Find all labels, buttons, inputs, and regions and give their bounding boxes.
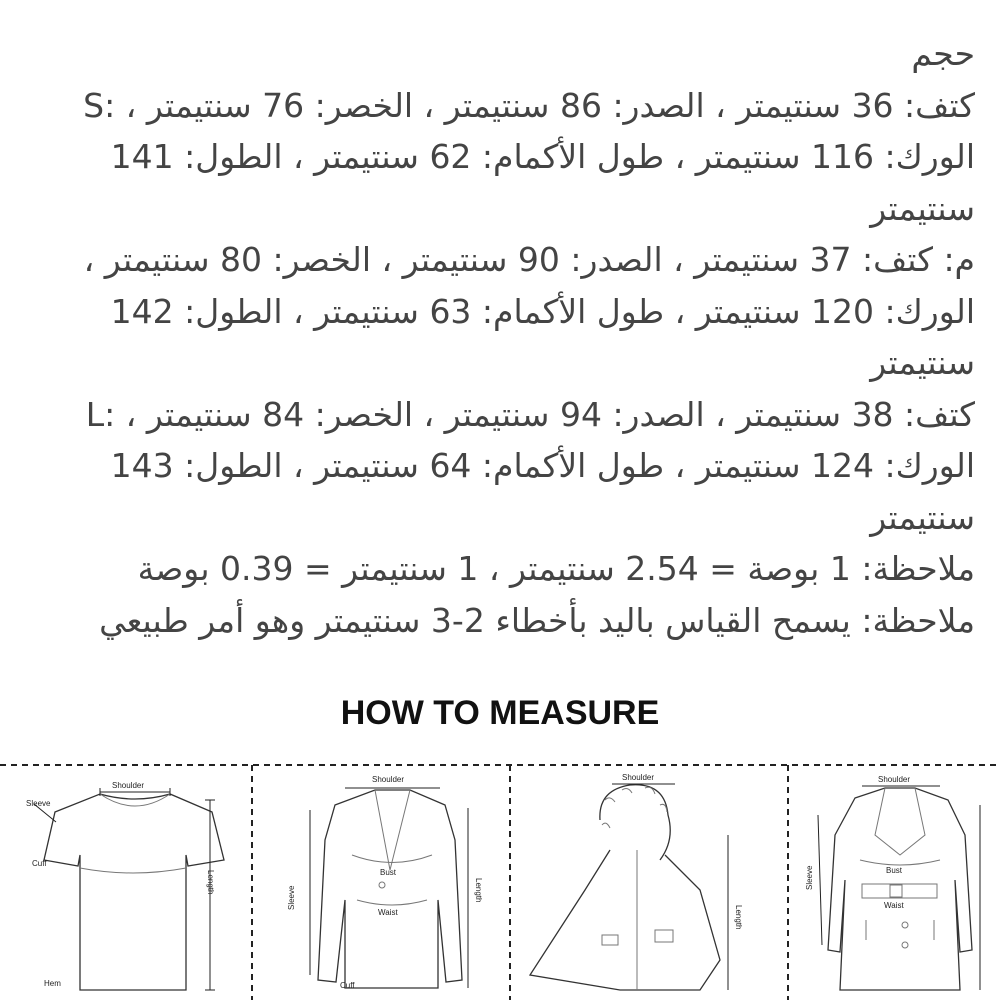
how-to-measure-heading: HOW TO MEASURE — [340, 694, 660, 732]
shoulder-label: Shoulder — [622, 773, 655, 782]
sleeve-measure-line — [818, 815, 822, 945]
size-line: الورك: 116 سنتيمتر ، طول الأكمام: 62 سنتيمتر ، الطول: 141 — [110, 137, 975, 176]
shoulder-label: Shoulder — [112, 781, 145, 790]
tshirt-sketch — [26, 781, 224, 990]
waist-label: Waist — [884, 901, 904, 910]
blazer-lapel — [375, 790, 410, 870]
note-line: ملاحظة: 1 بوصة = 2.54 سنتيمتر ، 1 سنتيمتر = 0.39 بوصة — [137, 549, 975, 588]
coat-bust-line — [860, 860, 940, 865]
tshirt-neckline — [100, 794, 170, 806]
fur-texture — [602, 787, 667, 828]
size-line: سنتيمتر — [870, 497, 975, 537]
hem-label: Hem — [44, 979, 61, 988]
fur-hood — [600, 785, 670, 860]
size-line: الورك: 120 سنتيمتر ، طول الأكمام: 63 سنتيمتر ، الطول: 142 — [110, 291, 975, 331]
bust-label: Bust — [886, 866, 903, 875]
long-coat-sketch — [805, 775, 980, 990]
blazer-button — [379, 882, 385, 888]
shoulder-label: Shoulder — [878, 775, 911, 784]
measure-diagram-svg — [0, 760, 1000, 1000]
size-line: كتف: 38 سنتيمتر ، الصدر: 94 سنتيمتر ، الخصر: 84 سنتيمتر ، :L — [85, 394, 975, 434]
belt-buckle — [890, 885, 902, 897]
cuff-label: Cuff — [340, 981, 355, 990]
size-line: سنتيمتر — [870, 188, 975, 228]
size-chart-text — [50, 28, 975, 646]
size-line: كتف: 36 سنتيمتر ، الصدر: 86 سنتيمتر ، الخصر: 76 سنتيمتر ، :S — [83, 85, 975, 125]
coat-outline — [828, 788, 972, 990]
size-line: الورك: 124 سنتيمتر ، طول الأكمام: 64 سنتيمتر ، الطول: 143 — [110, 446, 975, 485]
cape-pocket — [602, 935, 618, 945]
length-label: Length — [734, 905, 743, 930]
size-chart-title: حجم — [911, 34, 975, 73]
blazer-sketch — [287, 775, 483, 990]
measure-diagram — [0, 760, 1000, 1000]
size-line: م: كتف: 37 سنتيمتر ، الصدر: 90 سنتيمتر ، الخصر: 80 سنتيمتر ، — [83, 240, 975, 279]
tshirt-outline — [44, 794, 224, 990]
cape-coat-sketch — [530, 773, 743, 990]
waist-label: Waist — [378, 908, 398, 917]
blazer-outline — [318, 790, 462, 988]
blazer-waist-line — [357, 900, 427, 905]
size-line: سنتيمتر — [870, 343, 975, 382]
note-line: ملاحظة: يسمح القياس باليد بأخطاء 2-3 سنتيمتر وهو أمر طبيعي — [99, 600, 975, 640]
length-label: Length — [474, 878, 483, 903]
shoulder-label: Shoulder — [372, 775, 405, 784]
coat-button — [902, 922, 908, 928]
cape-pocket — [655, 930, 673, 942]
coat-collar — [875, 788, 925, 855]
length-label: Length — [206, 870, 215, 895]
tshirt-bust-line — [80, 868, 186, 873]
cuff-label: Cuff — [32, 859, 47, 868]
coat-belt — [862, 884, 937, 898]
sleeve-label: Sleeve — [26, 799, 51, 808]
sleeve-label: Sleeve — [805, 865, 814, 890]
cape-outline — [530, 850, 720, 990]
coat-button — [902, 942, 908, 948]
sleeve-label: Sleeve — [287, 885, 296, 910]
bust-label: Bust — [380, 868, 397, 877]
